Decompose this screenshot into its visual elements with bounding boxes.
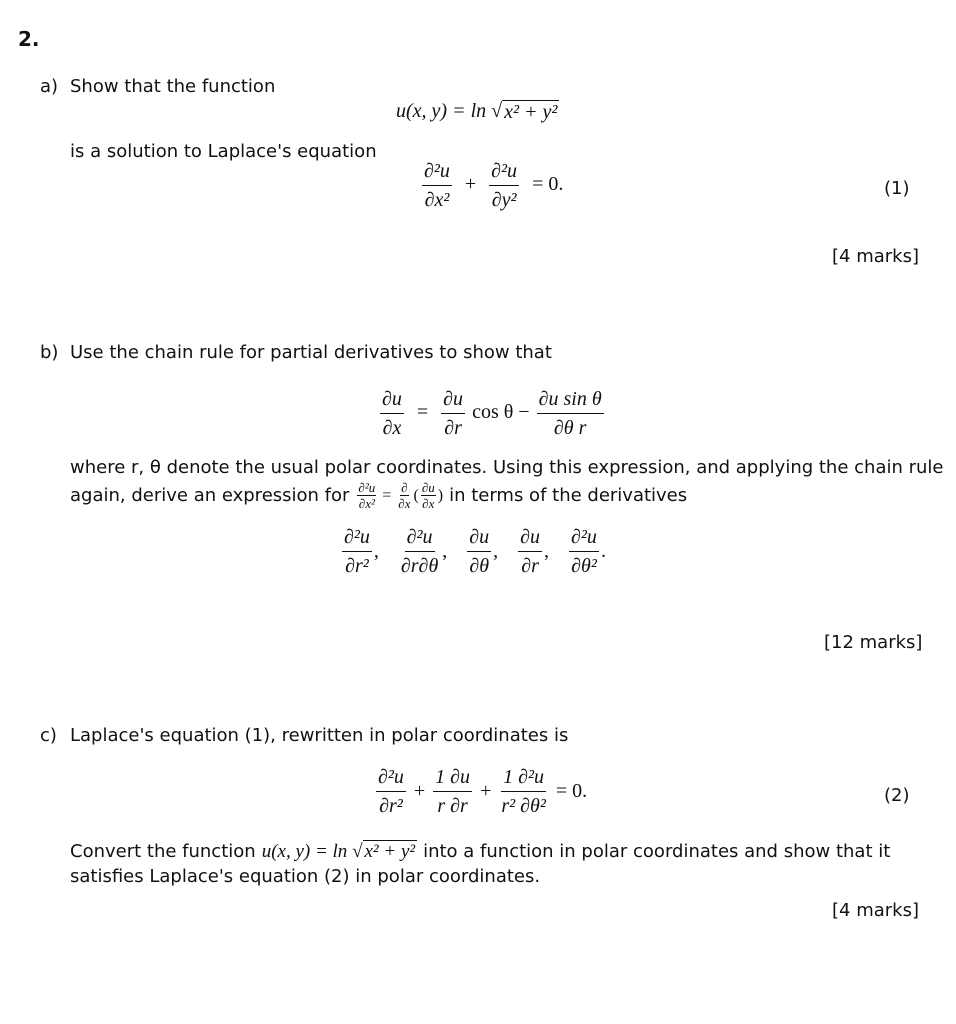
derivative-item xyxy=(342,526,372,577)
numerator: ∂u xyxy=(518,526,542,552)
satisfies-line: satisfies Laplace's equation (2) in polar coordinates. xyxy=(70,866,541,887)
numerator: ∂²u xyxy=(405,526,435,552)
part-a-function xyxy=(396,100,559,123)
derivatives-list xyxy=(340,526,606,577)
radicand: x² + y² xyxy=(364,841,416,862)
equation-number-1: (1) xyxy=(884,178,910,199)
derivative-item xyxy=(467,526,491,577)
fraction-du-dr xyxy=(441,388,465,439)
numerator: ∂u xyxy=(467,526,491,552)
numerator: ∂²u xyxy=(422,160,452,186)
denominator: ∂r xyxy=(521,555,539,577)
small-fraction-d-dx xyxy=(397,481,411,511)
part-a-label: a) xyxy=(40,76,59,97)
denominator: ∂r² xyxy=(345,555,369,577)
denominator: ∂x xyxy=(422,496,435,511)
convert-prefix: Convert the function xyxy=(70,841,256,862)
equals-sign: = xyxy=(416,401,429,424)
laplace-equation-1 xyxy=(420,160,569,211)
denominator: ∂y² xyxy=(491,189,517,211)
numerator: ∂²u xyxy=(376,766,406,792)
denominator: ∂x xyxy=(382,417,402,439)
right-paren: ) xyxy=(437,487,444,504)
function-lhs: u(x, y) = ln xyxy=(261,841,348,862)
fraction-d2u-dx2 xyxy=(422,160,452,211)
numerator: ∂u xyxy=(421,480,435,495)
comma: , xyxy=(544,540,550,562)
part-c-intro: Laplace's equation (1), rewritten in polar coordinates is xyxy=(70,725,569,746)
denominator: ∂θ r xyxy=(553,417,587,439)
denominator: ∂r∂θ xyxy=(400,555,439,577)
convert-suffix: into a function in polar coordinates and show that it xyxy=(423,841,891,862)
inline-second-derivative xyxy=(355,481,443,511)
numerator: ∂ xyxy=(401,480,408,495)
laplace-intro: is a solution to Laplace's equation xyxy=(70,141,377,162)
sqrt-expression xyxy=(491,100,559,123)
numerator: ∂u xyxy=(380,388,404,414)
numerator: ∂u sin θ xyxy=(537,388,604,414)
left-paren: ( xyxy=(413,487,419,504)
convert-function xyxy=(262,840,417,863)
numerator: 1 ∂u xyxy=(433,766,472,792)
again-prefix: again, derive an expression for xyxy=(70,485,350,506)
function-lhs: u(x, y) = ln xyxy=(396,100,487,122)
radicand: x² + y² xyxy=(504,101,558,123)
comma: , xyxy=(493,540,499,562)
convert-line xyxy=(70,840,890,863)
fraction-du-dx xyxy=(380,388,404,439)
numerator: ∂²u xyxy=(569,526,599,552)
part-b-label: b) xyxy=(40,342,59,363)
where-line: where r, θ denote the usual polar coordinates. Using this expression, and applying the chain rule xyxy=(70,457,944,478)
denominator: r ∂r xyxy=(437,795,468,817)
derivative-item xyxy=(518,526,542,577)
fraction-d2u-dy2 xyxy=(489,160,519,211)
denominator: ∂x xyxy=(398,496,411,511)
denominator: ∂r xyxy=(444,417,462,439)
equals-sign: = xyxy=(382,487,392,504)
denominator: ∂θ² xyxy=(571,555,597,577)
plus-sign: + xyxy=(413,780,426,802)
sqrt-sign: √ xyxy=(491,100,503,122)
small-fraction-d2u-dx2 xyxy=(357,481,376,511)
part-a-intro: Show that the function xyxy=(70,76,276,97)
denominator: ∂x² xyxy=(424,189,450,211)
sqrt-sign: √ xyxy=(352,841,363,862)
part-b-marks: [12 marks] xyxy=(824,632,923,653)
numerator: ∂²u xyxy=(489,160,519,186)
fraction-d2u-dr2 xyxy=(376,766,406,817)
equals-zero: = 0. xyxy=(555,780,588,802)
equals-zero: = 0. xyxy=(532,173,564,196)
question-number: 2. xyxy=(18,27,40,51)
numerator: ∂u xyxy=(441,388,465,414)
cos-theta-minus: cos θ − xyxy=(472,401,530,424)
polar-laplace-equation xyxy=(374,766,593,817)
fraction-du-sin-over-dtheta-r xyxy=(537,388,604,439)
numerator: ∂²u xyxy=(342,526,372,552)
part-c-marks: [4 marks] xyxy=(832,900,919,921)
chain-rule-equation xyxy=(378,388,606,439)
denominator: ∂x² xyxy=(358,496,375,511)
denominator: ∂θ xyxy=(469,555,490,577)
period: . xyxy=(600,540,606,562)
equation-number-2: (2) xyxy=(884,785,910,806)
part-c-label: c) xyxy=(40,725,57,746)
denominator: ∂r² xyxy=(379,795,403,817)
denominator: r² ∂θ² xyxy=(501,795,546,817)
comma: , xyxy=(442,540,448,562)
part-b-intro: Use the chain rule for partial derivatives to show that xyxy=(70,342,552,363)
part-a-marks: [4 marks] xyxy=(832,246,919,267)
numerator: ∂²u xyxy=(358,480,376,495)
derivative-item xyxy=(399,526,440,577)
fraction-1-r-du-dr xyxy=(433,766,472,817)
plus-sign: + xyxy=(464,173,477,196)
comma: , xyxy=(373,540,379,562)
derivative-item xyxy=(569,526,599,577)
fraction-1-r2-d2u-dtheta2 xyxy=(499,766,547,817)
numerator: 1 ∂²u xyxy=(501,766,546,792)
again-line xyxy=(70,481,687,511)
small-fraction-du-dx xyxy=(421,481,436,511)
plus-sign: + xyxy=(480,780,492,802)
again-suffix: in terms of the derivatives xyxy=(449,485,688,506)
sqrt-expression xyxy=(352,840,417,863)
